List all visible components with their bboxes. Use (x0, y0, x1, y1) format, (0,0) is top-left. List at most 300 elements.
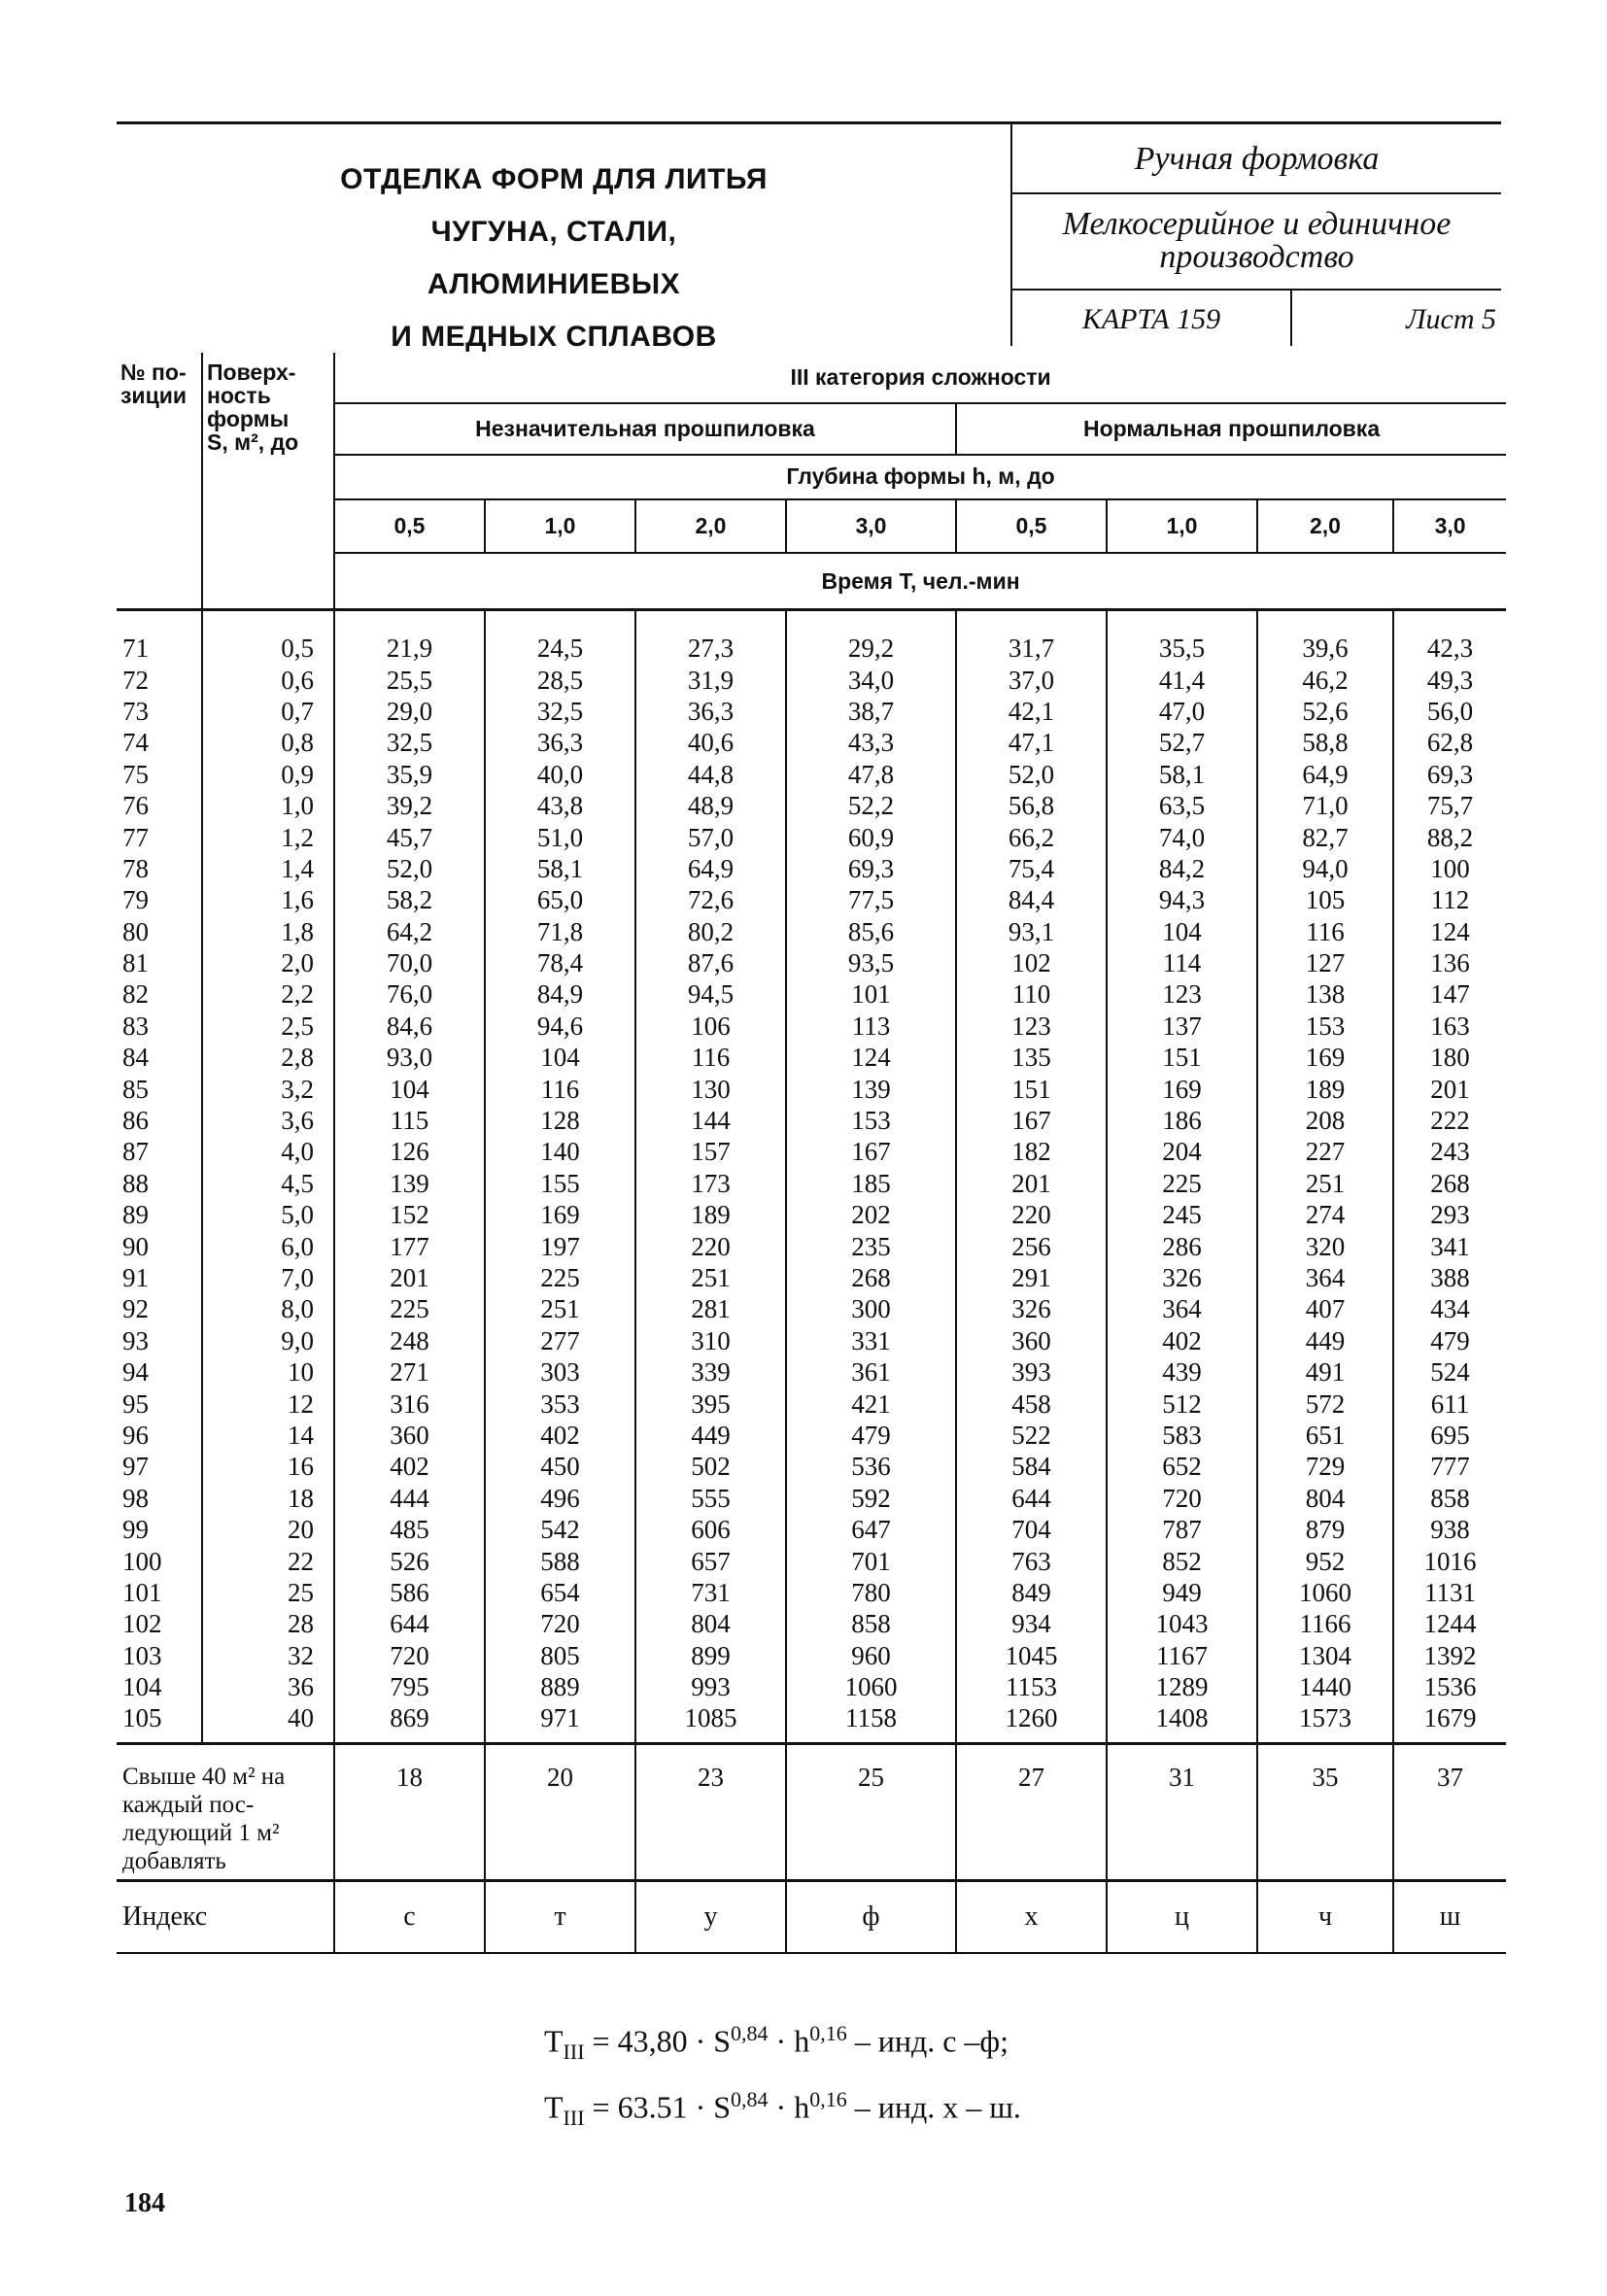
table-row (117, 1514, 1506, 1545)
surface-cell: 7,0 (202, 1262, 334, 1293)
time-cell: 235 (786, 1230, 956, 1261)
position-cell: 80 (122, 916, 149, 946)
time-cell: 186 (1107, 1105, 1257, 1136)
position-cell: 73 (122, 696, 149, 726)
position-cell: 100 (122, 1546, 162, 1576)
time-cell: 75,7 (1393, 790, 1506, 821)
time-cell: 536 (786, 1451, 956, 1482)
time-cell: 29,0 (334, 696, 485, 727)
surface-cell: 3,6 (202, 1105, 334, 1136)
time-cell: 46,2 (1257, 664, 1393, 695)
index-value: т (485, 1880, 635, 1953)
time-cell: 128 (485, 1105, 635, 1136)
time-cell: 202 (786, 1199, 956, 1230)
position-cell: 89 (122, 1200, 149, 1230)
time-cell: 87,6 (635, 947, 786, 978)
time-cell: 393 (956, 1356, 1107, 1388)
position-cell: 92 (122, 1294, 149, 1324)
time-cell: 182 (956, 1136, 1107, 1167)
time-cell: 300 (786, 1293, 956, 1324)
time-cell: 84,6 (334, 1011, 485, 1042)
time-cell: 277 (485, 1325, 635, 1356)
time-cell: 177 (334, 1230, 485, 1261)
table-row (117, 978, 1506, 1010)
position-cell: 99 (122, 1515, 149, 1545)
time-cell: 37,0 (956, 664, 1107, 695)
time-cell: 592 (786, 1483, 956, 1514)
position-cell: 95 (122, 1388, 149, 1419)
extra-value: 35 (1257, 1743, 1393, 1880)
time-cell: 72,6 (635, 884, 786, 915)
time-cell: 439 (1107, 1356, 1257, 1388)
sheet-label: Лист 5 (1406, 303, 1496, 335)
surface-cell: 2,5 (202, 1011, 334, 1042)
index-value: у (635, 1880, 786, 1953)
table-row (117, 1168, 1506, 1199)
table-row (117, 1702, 1506, 1743)
time-cell: 458 (956, 1388, 1107, 1419)
time-cell: 70,0 (334, 947, 485, 978)
time-cell: 1679 (1393, 1702, 1506, 1743)
time-cell: 320 (1257, 1230, 1393, 1261)
time-cell: 155 (485, 1168, 635, 1199)
time-cell: 84,4 (956, 884, 1107, 915)
header-top-rule (117, 121, 1501, 124)
position-cell: 76 (122, 791, 149, 821)
formula-coef: 43,80 (617, 2023, 688, 2059)
time-cell: 63,5 (1107, 790, 1257, 821)
formula-exp-h: 0,16 (809, 2087, 847, 2111)
time-cell: 101 (786, 978, 956, 1010)
time-cell: 25,5 (334, 664, 485, 695)
time-cell: 268 (786, 1262, 956, 1293)
time-cell: 485 (334, 1514, 485, 1545)
table-row (117, 947, 1506, 978)
time-cell: 248 (334, 1325, 485, 1356)
time-cell: 169 (1257, 1042, 1393, 1073)
table-row (117, 853, 1506, 884)
time-cell: 1167 (1107, 1640, 1257, 1671)
time-cell: 491 (1257, 1356, 1393, 1388)
index-value: с (334, 1880, 485, 1953)
time-cell: 169 (1107, 1073, 1257, 1104)
time-cell: 704 (956, 1514, 1107, 1545)
surface-cell: 1,0 (202, 790, 334, 821)
time-cell: 402 (334, 1451, 485, 1482)
header-right-rule-1 (1010, 192, 1501, 194)
time-cell: 93,5 (786, 947, 956, 978)
position-cell: 74 (122, 728, 149, 758)
time-cell: 804 (635, 1608, 786, 1639)
time-cell: 583 (1107, 1420, 1257, 1451)
time-cell: 572 (1257, 1388, 1393, 1419)
time-cell: 112 (1393, 884, 1506, 915)
time-cell: 93,0 (334, 1042, 485, 1073)
time-cell: 138 (1257, 978, 1393, 1010)
surface-cell: 1,8 (202, 916, 334, 947)
time-cell: 251 (485, 1293, 635, 1324)
time-cell: 94,3 (1107, 884, 1257, 915)
time-cell: 364 (1107, 1293, 1257, 1324)
time-cell: 331 (786, 1325, 956, 1356)
time-cell: 32,5 (485, 696, 635, 727)
time-cell: 960 (786, 1640, 956, 1671)
time-cell: 889 (485, 1671, 635, 1702)
time-cell: 185 (786, 1168, 956, 1199)
time-cell: 1166 (1257, 1608, 1393, 1639)
index-value: ф (786, 1880, 956, 1953)
time-cell: 586 (334, 1577, 485, 1608)
table-row (117, 1545, 1506, 1576)
time-cell: 36,3 (635, 696, 786, 727)
time-cell: 94,0 (1257, 853, 1393, 884)
time-cell: 780 (786, 1577, 956, 1608)
position-cell: 84 (122, 1043, 149, 1073)
surface-cell: 0,9 (202, 759, 334, 790)
time-cell: 388 (1393, 1262, 1506, 1293)
time-cell: 45,7 (334, 821, 485, 852)
time-cell: 75,4 (956, 853, 1107, 884)
time-cell: 69,3 (1393, 759, 1506, 790)
time-cell: 555 (635, 1483, 786, 1514)
time-cell: 512 (1107, 1388, 1257, 1419)
time-cell: 524 (1393, 1356, 1506, 1388)
index-value: х (956, 1880, 1107, 1953)
depth-col-4: 3,0 (786, 499, 956, 553)
formula-note: инд. х – ш. (877, 2089, 1021, 2125)
time-cell: 100 (1393, 853, 1506, 884)
depth-col-7: 2,0 (1257, 499, 1393, 553)
position-cell: 88 (122, 1168, 149, 1198)
time-cell: 869 (334, 1702, 485, 1743)
position-cell: 87 (122, 1137, 149, 1167)
position-cell: 72 (122, 665, 149, 695)
time-cell: 42,1 (956, 696, 1107, 727)
table-row (117, 1483, 1506, 1514)
time-cell: 116 (635, 1042, 786, 1073)
surface-cell: 0,8 (202, 727, 334, 758)
surface-cell: 6,0 (202, 1230, 334, 1261)
table-row (117, 610, 1506, 665)
time-cell: 52,2 (786, 790, 956, 821)
time-cell: 66,2 (956, 821, 1107, 852)
time-cell: 52,7 (1107, 727, 1257, 758)
page-number: 184 (124, 2188, 165, 2218)
time-cell: 197 (485, 1230, 635, 1261)
time-cell: 364 (1257, 1262, 1393, 1293)
table-row (117, 1356, 1506, 1388)
surface-cell: 0,7 (202, 696, 334, 727)
time-cell: 1392 (1393, 1640, 1506, 1671)
extra-value: 23 (635, 1743, 786, 1880)
time-cell: 407 (1257, 1293, 1393, 1324)
time-cell: 93,1 (956, 916, 1107, 947)
time-cell: 58,8 (1257, 727, 1393, 758)
surface-cell: 12 (202, 1388, 334, 1419)
time-cell: 787 (1107, 1514, 1257, 1545)
index-value: ш (1393, 1880, 1506, 1953)
header-card-divider (1290, 291, 1292, 346)
time-cell: 879 (1257, 1514, 1393, 1545)
table-row (117, 759, 1506, 790)
time-cell: 173 (635, 1168, 786, 1199)
time-cell: 52,0 (334, 853, 485, 884)
time-cell: 496 (485, 1483, 635, 1514)
time-cell: 28,5 (485, 664, 635, 695)
time-cell: 39,2 (334, 790, 485, 821)
depth-col-2: 1,0 (485, 499, 635, 553)
group1-header: Незначительная прошпиловка (334, 403, 956, 455)
depth-header: Глубина формы h, м, до (334, 455, 1506, 500)
time-cell: 40,6 (635, 727, 786, 758)
time-cell: 78,4 (485, 947, 635, 978)
time-cell: 57,0 (635, 821, 786, 852)
formula-sub: III (563, 2039, 585, 2065)
surface-cell: 14 (202, 1420, 334, 1451)
time-cell: 720 (1107, 1483, 1257, 1514)
time-cell: 220 (635, 1230, 786, 1261)
time-cell: 151 (956, 1073, 1107, 1104)
formula-exp-s: 0,84 (731, 2021, 769, 2045)
time-cell: 651 (1257, 1420, 1393, 1451)
time-cell: 225 (1107, 1168, 1257, 1199)
time-cell: 124 (1393, 916, 1506, 947)
time-cell: 31,7 (956, 610, 1107, 665)
position-cell: 75 (122, 759, 149, 789)
time-cell: 88,2 (1393, 821, 1506, 852)
position-cell: 81 (122, 948, 149, 978)
title-line-1: ОТДЕЛКА ФОРМ ДЛЯ ЛИТЬЯ (340, 163, 768, 195)
time-cell: 934 (956, 1608, 1107, 1639)
depth-col-8: 3,0 (1393, 499, 1506, 553)
time-cell: 402 (485, 1420, 635, 1451)
time-cell: 1260 (956, 1702, 1107, 1743)
time-cell: 1408 (1107, 1702, 1257, 1743)
table-row (117, 916, 1506, 947)
time-cell: 77,5 (786, 884, 956, 915)
card-label: КАРТА 159 (1081, 303, 1221, 335)
extra-value: 27 (956, 1743, 1107, 1880)
time-cell: 326 (956, 1293, 1107, 1324)
time-cell: 31,9 (635, 664, 786, 695)
time-cell: 1060 (786, 1671, 956, 1702)
time-cell: 167 (956, 1105, 1107, 1136)
time-cell: 34,0 (786, 664, 956, 695)
time-cell: 49,3 (1393, 664, 1506, 695)
time-cell: 110 (956, 978, 1107, 1010)
time-cell: 316 (334, 1388, 485, 1419)
position-cell: 93 (122, 1325, 149, 1355)
time-cell: 339 (635, 1356, 786, 1388)
time-cell: 44,8 (635, 759, 786, 790)
time-cell: 115 (334, 1105, 485, 1136)
time-cell: 127 (1257, 947, 1393, 978)
table-row (117, 821, 1506, 852)
time-cell: 310 (635, 1325, 786, 1356)
table-row (117, 1136, 1506, 1167)
time-cell: 104 (485, 1042, 635, 1073)
time-cell: 140 (485, 1136, 635, 1167)
depth-col-6: 1,0 (1107, 499, 1257, 553)
surface-cell: 20 (202, 1514, 334, 1545)
time-cell: 281 (635, 1293, 786, 1324)
time-cell: 849 (956, 1577, 1107, 1608)
time-cell: 58,1 (485, 853, 635, 884)
formula-coef: 63.51 (617, 2089, 688, 2125)
time-cell: 654 (485, 1577, 635, 1608)
time-cell: 137 (1107, 1011, 1257, 1042)
time-cell: 153 (786, 1105, 956, 1136)
time-cell: 644 (334, 1608, 485, 1639)
time-cell: 243 (1393, 1136, 1506, 1167)
time-cell: 1016 (1393, 1545, 1506, 1576)
time-cell: 938 (1393, 1514, 1506, 1545)
time-cell: 361 (786, 1356, 956, 1388)
position-cell: 85 (122, 1074, 149, 1104)
formula-sub: III (563, 2106, 585, 2131)
time-cell: 74,0 (1107, 821, 1257, 852)
table-row (117, 1451, 1506, 1482)
surface-cell: 1,2 (202, 821, 334, 852)
surface-cell: 2,0 (202, 947, 334, 978)
time-cell: 189 (635, 1199, 786, 1230)
table-row (117, 1420, 1506, 1451)
time-cell: 644 (956, 1483, 1107, 1514)
time-cell: 720 (334, 1640, 485, 1671)
surface-cell: 18 (202, 1483, 334, 1514)
position-cell: 94 (122, 1357, 149, 1388)
depth-col-5: 0,5 (956, 499, 1107, 553)
time-cell: 201 (334, 1262, 485, 1293)
time-cell: 82,7 (1257, 821, 1393, 852)
time-cell: 204 (1107, 1136, 1257, 1167)
position-cell: 77 (122, 822, 149, 852)
time-cell: 353 (485, 1388, 635, 1419)
norms-table (117, 353, 1506, 1954)
time-cell: 105 (1257, 884, 1393, 915)
time-cell: 163 (1393, 1011, 1506, 1042)
time-cell: 139 (786, 1073, 956, 1104)
production-line-1: Мелкосерийное и единичное (1062, 206, 1452, 242)
time-cell: 94,5 (635, 978, 786, 1010)
time-cell: 899 (635, 1640, 786, 1671)
surface-cell: 10 (202, 1356, 334, 1388)
time-cell: 479 (1393, 1325, 1506, 1356)
time-cell: 502 (635, 1451, 786, 1482)
production-line-2: производство (1159, 239, 1354, 275)
extra-value: 31 (1107, 1743, 1257, 1880)
surface-cell: 16 (202, 1451, 334, 1482)
time-cell: 804 (1257, 1483, 1393, 1514)
table-row (117, 1388, 1506, 1419)
time-cell: 167 (786, 1136, 956, 1167)
time-cell: 360 (956, 1325, 1107, 1356)
time-cell: 113 (786, 1011, 956, 1042)
extra-value: 20 (485, 1743, 635, 1880)
time-cell: 971 (485, 1702, 635, 1743)
time-cell: 449 (1257, 1325, 1393, 1356)
time-cell: 1304 (1257, 1640, 1393, 1671)
time-cell: 421 (786, 1388, 956, 1419)
surface-cell: 2,8 (202, 1042, 334, 1073)
time-cell: 47,0 (1107, 696, 1257, 727)
time-cell: 130 (635, 1073, 786, 1104)
time-cell: 444 (334, 1483, 485, 1514)
surface-cell: 22 (202, 1545, 334, 1576)
time-cell: 43,3 (786, 727, 956, 758)
formula-lhs: T (544, 2089, 564, 2125)
surface-cell: 36 (202, 1671, 334, 1702)
time-cell: 434 (1393, 1293, 1506, 1324)
time-cell: 56,0 (1393, 696, 1506, 727)
time-cell: 60,9 (786, 821, 956, 852)
time-cell: 84,2 (1107, 853, 1257, 884)
time-cell: 449 (635, 1420, 786, 1451)
time-cell: 701 (786, 1545, 956, 1576)
time-cell: 222 (1393, 1105, 1506, 1136)
time-cell: 39,6 (1257, 610, 1393, 665)
time-cell: 858 (786, 1608, 956, 1639)
time-cell: 657 (635, 1545, 786, 1576)
time-cell: 395 (635, 1388, 786, 1419)
time-cell: 48,9 (635, 790, 786, 821)
table-row (117, 1073, 1506, 1104)
time-cell: 852 (1107, 1545, 1257, 1576)
time-cell: 152 (334, 1199, 485, 1230)
time-cell: 201 (956, 1168, 1107, 1199)
surface-cell: 4,5 (202, 1168, 334, 1199)
time-cell: 64,2 (334, 916, 485, 947)
production-label (1012, 208, 1501, 274)
position-cell: 86 (122, 1106, 149, 1136)
time-cell: 126 (334, 1136, 485, 1167)
time-cell: 805 (485, 1640, 635, 1671)
time-cell: 71,0 (1257, 790, 1393, 821)
position-cell: 90 (122, 1231, 149, 1261)
position-cell: 104 (122, 1672, 162, 1702)
formula-exp-h: 0,16 (809, 2021, 847, 2045)
table-row (117, 696, 1506, 727)
time-cell: 116 (485, 1073, 635, 1104)
time-cell: 56,8 (956, 790, 1107, 821)
time-cell: 151 (1107, 1042, 1257, 1073)
position-cell: 78 (122, 853, 149, 883)
time-cell: 1085 (635, 1702, 786, 1743)
time-cell: 36,3 (485, 727, 635, 758)
surface-cell: 40 (202, 1702, 334, 1743)
table-row (117, 1325, 1506, 1356)
time-cell: 952 (1257, 1545, 1393, 1576)
time-cell: 40,0 (485, 759, 635, 790)
time-cell: 157 (635, 1136, 786, 1167)
time-cell: 27,3 (635, 610, 786, 665)
time-cell: 720 (485, 1608, 635, 1639)
extra-value: 25 (786, 1743, 956, 1880)
time-cell: 147 (1393, 978, 1506, 1010)
time-cell: 858 (1393, 1483, 1506, 1514)
title-line-3: И МЕДНЫХ СПЛАВОВ (391, 321, 717, 353)
table-row (117, 1577, 1506, 1608)
table-row (117, 664, 1506, 695)
time-cell: 360 (334, 1420, 485, 1451)
surface-cell: 8,0 (202, 1293, 334, 1324)
time-cell: 1158 (786, 1702, 956, 1743)
surface-cell: 1,6 (202, 884, 334, 915)
time-cell: 104 (334, 1073, 485, 1104)
method-label: Ручная формовка (1134, 141, 1380, 177)
time-cell: 450 (485, 1451, 635, 1482)
time-cell: 136 (1393, 947, 1506, 978)
